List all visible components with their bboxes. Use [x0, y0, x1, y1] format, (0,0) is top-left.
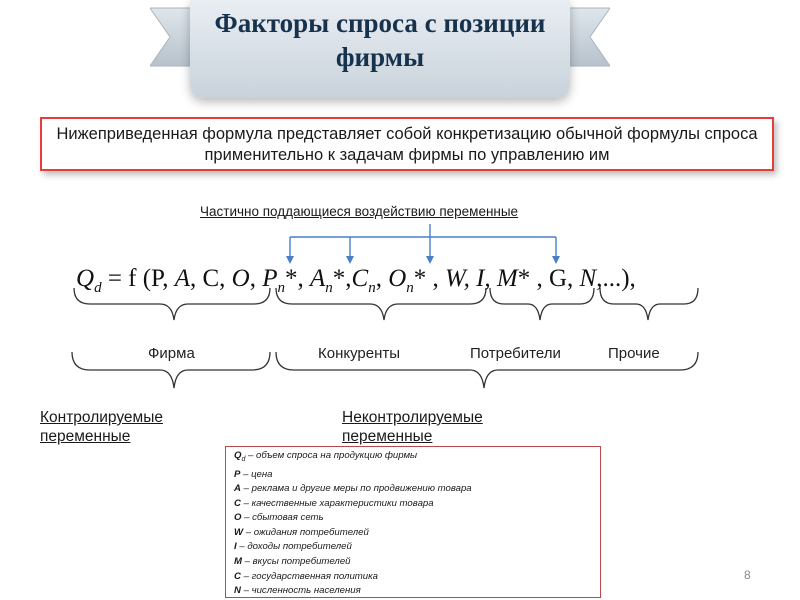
legend-item: $Q_d$ – объем спроса на продукцию фирмы [234, 450, 418, 463]
group-consumers-label: Потребители [470, 345, 561, 362]
group-other-label: Прочие [608, 345, 660, 362]
formula-star1: *, [285, 265, 311, 292]
formula-mid1: , C, [189, 265, 232, 292]
demand-formula [76, 259, 766, 308]
legend-item: N – численность населения [234, 585, 361, 597]
legend-item: M – вкусы потребителей [234, 556, 351, 568]
uncontrolled-variables-label: Неконтролируемые переменные [342, 409, 483, 445]
formula-n: N [579, 265, 597, 292]
formula-eq: = f (P, [101, 265, 175, 292]
formula-wim: W, I, M [445, 265, 518, 292]
formula-cn: C [351, 265, 369, 292]
intro-box: Нижеприведенная формула представляет собой конкретизацию обычной формулы спроса применительно к задачам фирмы по управлению им [40, 117, 774, 171]
legend-item: O – сбытовая сеть [234, 512, 324, 524]
formula-g: G, [548, 265, 580, 292]
legend-item: I – доходы потребителей [234, 541, 352, 553]
formula-comma1: , [375, 265, 389, 292]
page-number: 8 [744, 568, 751, 582]
formula-q-sub: d [94, 280, 102, 296]
formula-pn: P [262, 265, 278, 292]
formula-pn-sub: n [277, 280, 286, 296]
legend-item: C – качественные характеристики товара [234, 497, 434, 509]
formula-cn-sub: n [368, 280, 376, 296]
legend-item: C – государственная политика [234, 570, 378, 582]
group-competitors-label: Конкуренты [318, 345, 401, 362]
variables-legend [225, 446, 601, 598]
formula-an-sub: n [325, 280, 333, 296]
formula-star4: * , [517, 265, 549, 292]
legend-item: P – цена [234, 468, 273, 480]
formula-q: Q [76, 265, 95, 292]
formula-an: А [310, 265, 326, 292]
partial-variables-label: Частично поддающиеся воздействию переменные [200, 204, 519, 219]
formula-on: O [388, 265, 407, 292]
controlled-variables-label: Контролируемые переменные [40, 409, 163, 445]
formula-on-sub: n [406, 280, 414, 296]
legend-item: W – ожидания потребителей [234, 526, 369, 538]
formula-star3: * , [413, 265, 446, 292]
arrow-group [290, 224, 556, 258]
formula-tail: ,...), [596, 265, 636, 292]
page-title: Факторы спроса с позиции фирмы [214, 8, 546, 72]
legend-item: A – реклама и другие меры по продвижению товара [234, 483, 472, 495]
formula-mid2: , [249, 265, 263, 292]
group-firm-label: Фирма [148, 345, 195, 362]
formula-o: O [231, 265, 250, 292]
formula-a: А [174, 265, 190, 292]
formula-star2: *, [332, 265, 352, 292]
